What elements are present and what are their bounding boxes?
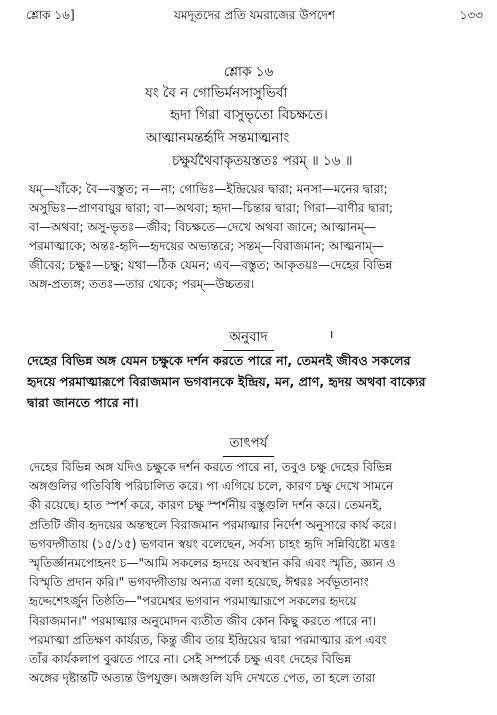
purport-line: প্রতিটি জীব হৃদয়ের অন্তস্থলে বিরাজমান পরমাত্মার নির্দেশ অনুসারে কার্য করে। xyxy=(29,517,397,532)
stray-mark: ı xyxy=(330,327,334,341)
verse-line-2: হৃদা গিরা বাসুভৃতো বিচক্ষতে। xyxy=(170,107,328,123)
purport-line: হৃদ্দেশেঽর্জুন তিষ্ঠতি—"পরমেশ্বর ভগবান পরমাত্মারূপে সকলের হৃদয়ে xyxy=(29,594,357,609)
verse-label: শ্লোক ১৬ xyxy=(223,64,274,80)
purport-heading: তাৎপর্য xyxy=(223,432,273,457)
purport-line: স্মৃতির্জ্ঞানমপোহনং চ—"আমি সকলের হৃদয়ে অবস্থান করি এবং স্মৃতি, জ্ঞান ও xyxy=(29,556,396,571)
translation-line: দ্বারা জানতে পারে না। xyxy=(27,395,139,410)
header-chapter-title: যমদূতদের প্রতি যমরাজের উপদেশ xyxy=(174,8,335,22)
purport-heading-wrap xyxy=(0,432,497,457)
purport-line: ভগবদ্গীতায় (১৫/১৫) ভগবান স্বয়ং বলেছেন, সর্বস্য চাহং হৃদি সন্নিবিষ্টো মত্তঃ xyxy=(29,536,396,551)
verse-line-1: যং বৈ ন গোভির্মনসাসুভির্বা xyxy=(145,85,288,101)
purport-line: পরমাত্মা প্রতিক্ষণ কার্যরত, কিন্তু জীব তার ইন্দ্রিয়ের দ্বারা পরমাত্মার রূপ এবং xyxy=(29,632,387,647)
purport-line: অঙ্গের দৃষ্টান্তটি অত্যন্ত উপযুক্ত। অঙ্গগুলি যদি দেখতে পেত, তা হলে তারা xyxy=(29,671,376,686)
purport-line: বিরাজমান।" পরমাত্মার অনুমোদন ব্যতীত জীব কোন কিছু করতে পারে না। xyxy=(29,613,377,628)
header-page-number: ১৩৩ xyxy=(459,8,483,22)
verse-line-4: চক্ষুর্যথৈবাকৃতয়স্ততঃ পরম্ ॥ ১৬ ॥ xyxy=(172,153,353,169)
synonyms-line: পরমাত্মাকে; অন্তঃ-হৃদি—হৃদয়ের অভ্যন্তরে; সন্তম্—বিরাজমান; আত্মনাম্— xyxy=(29,239,384,253)
translation-block xyxy=(27,350,475,413)
verse-line-3: আত্মানমন্তর্হৃদি সন্তমাত্মনাং xyxy=(146,130,290,146)
purport-line: বিস্মৃতি প্রদান করি।" ভগবদ্গীতায় অন্যত্র বলা হয়েছে, ঈশ্বরঃ সর্বভূতানাং xyxy=(29,575,369,590)
synonyms-line: জীবের; চক্ষুঃ—চক্ষু; যথা—ঠিক যেমন; এব—বস্তুত; আকৃতয়ঃ—দেহের বিভিন্ন xyxy=(29,258,393,272)
translation-heading: অনুবাদ xyxy=(223,326,273,351)
synonyms-block xyxy=(29,180,475,294)
purport-line: তাঁর কার্যকলাপ বুঝতে পারে না। সেই সম্পর্কে চক্ষু এবং দেহের বিভিন্ন xyxy=(29,652,352,667)
translation-heading-wrap xyxy=(0,326,497,351)
synonyms-line: যম্—যাঁকে; বৈ—বস্তুত; ন—না; গোভিঃ—ইন্দ্রিয়ের দ্বারা; মনসা—মনের দ্বারা; xyxy=(29,182,388,196)
purport-block xyxy=(29,458,475,688)
translation-line: হৃদয়ে পরমাত্মারূপে বিরাজমান ভগবানকে ইন্দ্রিয়, মন, প্রাণ, হৃদয় অথবা বাক্যের xyxy=(27,374,426,389)
purport-line: কী রয়েছে। হাত স্পর্শ করে, কারণ চক্ষু স্পর্শনীয় বস্তুগুলি দর্শন করে। তেমনই, xyxy=(29,498,383,513)
synonyms-line: অসুভিঃ—প্রাণবায়ুর দ্বারা; বা—অথবা; হৃদা—চিন্তার দ্বারা; গিরা—বাণীর দ্বারা; xyxy=(29,201,394,215)
translation-line: দেহের বিভিন্ন অঙ্গ যেমন চক্ষুকে দর্শন করতে পারে না, তেমনই জীবও সকলের xyxy=(27,353,411,368)
purport-line: অঙ্গগুলির গতিবিধি পরিচালিত করে। পা এগিয়ে চলে, কারণ চক্ষু দেখে সামনে xyxy=(29,479,394,494)
synonyms-line: বা—অথবা; অসু-ভৃতঃ—জীব; বিচক্ষতে—দেখে অথবা জানে; আত্মানম্— xyxy=(29,220,376,234)
header-verse-ref: শ্লোক ১৬] xyxy=(26,8,75,22)
synonyms-line: অঙ্গ-প্রত্যঙ্গ; ততঃ—তার থেকে; পরম্—উচ্চতর। xyxy=(29,277,255,291)
purport-line: দেহের বিভিন্ন অঙ্গ যদিও চক্ষুকে দর্শন করতে পারে না, তবুও চক্ষু দেহের বিভিন্ন xyxy=(29,460,393,474)
running-header xyxy=(26,4,483,26)
